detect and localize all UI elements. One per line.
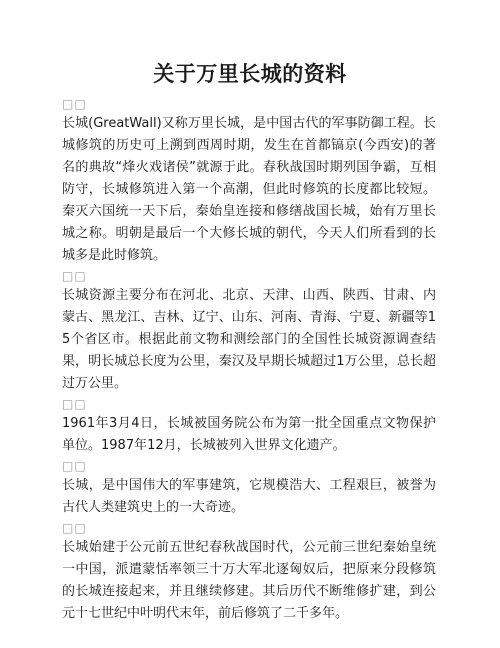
section-paragraph: 长城(GreatWall)又称万里长城，是中国古代的军事防御工程。长城修筑的历史可上溯到西周时期，发生在首都镐京(今西安)的著名的典故“烽火戏诸侯”就源于此。春秋战国时期列国争霸，互相防守，长城修筑进入第一个高潮，但此时修筑的长度都比较短。秦灭六国统一天下后，秦始皇连接和修缮战国长城，始有万里长城之称。明朝是最后一个大修长城的朝代，今天人们所看到的长城多是此时修筑。 [62,116,436,263]
section-1 [62,96,436,267]
section-marker: □□ [62,521,87,535]
document-title: 关于万里长城的资料 [153,62,347,86]
section-marker: □□ [62,397,87,411]
section-paragraph: 长城资源主要分布在河北、北京、天津、山西、陕西、甘肃、内蒙古、黑龙江、吉林、辽宁、山东、河南、青海、宁夏、新疆等15个省区市。根据此前文物和测绘部门的全国性长城资源调查结果，明长城总长度为公里，秦汉及早期长城超过1万公里，总长超过万公里。 [62,288,436,391]
document-body [62,96,436,626]
section-5 [62,520,436,625]
section-paragraph: 长城始建于公元前五世纪春秋战国时代，公元前三世纪秦始皇统一中国，派遣蒙恬率领三十万大军北逐匈奴后，把原来分段修筑的长城连接起来，并且继续修建。其后历代不断维修扩建，到公元十七世纪中叶明代末年，前后修筑了二千多年。 [62,540,436,621]
section-2 [62,268,436,395]
section-marker: □□ [62,459,87,473]
section-paragraph: 1961年3月4日，长城被国务院公布为第一批全国重点文物保护单位。1987年12月，长城被列入世界文化遗产。 [62,416,436,453]
section-paragraph: 长城，是中国伟大的军事建筑，它规模浩大、工程艰巨，被誉为古代人类建筑史上的一大奇迹。 [62,478,436,515]
section-marker: □□ [62,269,87,283]
section-3 [62,396,436,457]
section-4 [62,458,436,519]
section-marker: □□ [62,97,87,111]
